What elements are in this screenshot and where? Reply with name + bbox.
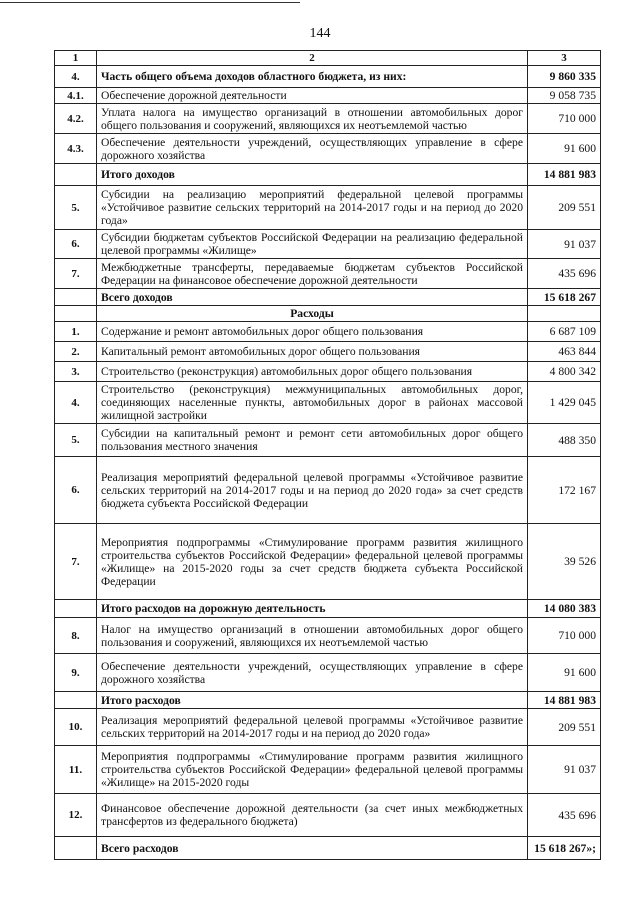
row-amount: 435 696: [528, 259, 601, 289]
table-row: [55, 746, 601, 794]
row-description: Обеспечение деятельности учреждений, осуществляющих управление в сфере дорожного хозяйства: [97, 134, 528, 164]
row-description: Субсидии бюджетам субъектов Российской Федерации на реализацию федеральной целевой программы «Жилище»: [97, 230, 528, 259]
table-row: [55, 186, 601, 230]
row-number: 3.: [55, 362, 97, 382]
row-description: Финансовое обеспечение дорожной деятельности (за счет иных межбюджетных трансфертов из федерального бюджета): [97, 794, 528, 837]
row-amount: 1 429 045: [528, 382, 601, 424]
row-number: 4.: [55, 382, 97, 424]
row-number: 4.2.: [55, 104, 97, 134]
row-description: Строительство (реконструкция) межмуниципальных автомобильных дорог, соединяющих населенные пункты, автомобильных дорог в районах массовой жилищной застройки: [97, 382, 528, 424]
row-description: Обеспечение дорожной деятельности: [97, 88, 528, 104]
row-description: Субсидии на реализацию мероприятий федеральной целевой программы «Устойчивое развитие сельских территорий на 2014-2017 годы и на период до 2020 года»: [97, 186, 528, 230]
row-amount: 14 881 983: [528, 164, 601, 186]
row-amount: 6 687 109: [528, 322, 601, 342]
row-number: [55, 600, 97, 618]
row-description: Межбюджетные трансферты, передаваемые бюджетам субъектов Российской Федерации на финансовое обеспечение дорожной деятельности: [97, 259, 528, 289]
row-amount: 4 800 342: [528, 362, 601, 382]
table-row: [55, 134, 601, 164]
row-description: Итого расходов на дорожную деятельность: [97, 600, 528, 618]
table-row: [55, 382, 601, 424]
table-row: [55, 322, 601, 342]
row-number: [55, 164, 97, 186]
table-row: [55, 794, 601, 837]
row-description: Реализация мероприятий федеральной целевой программы «Устойчивое развитие сельских территорий на 2014-2017 годы и на период до 2020 года»: [97, 709, 528, 746]
row-amount: 435 696: [528, 794, 601, 837]
table-row: [55, 230, 601, 259]
row-description: Часть общего объема доходов областного бюджета, из них:: [97, 66, 528, 88]
table-row: [55, 457, 601, 524]
total-row: [55, 692, 601, 709]
table-row: [55, 104, 601, 134]
row-amount: 172 167: [528, 457, 601, 524]
section-header-row: [55, 306, 601, 322]
row-number: 10.: [55, 709, 97, 746]
total-row: [55, 289, 601, 306]
column-header: 1: [55, 51, 97, 66]
row-description: Обеспечение деятельности учреждений, осуществляющих управление в сфере дорожного хозяйства: [97, 654, 528, 692]
row-amount: 15 618 267»;: [528, 837, 601, 860]
row-number: 2.: [55, 342, 97, 362]
row-number: 5.: [55, 424, 97, 457]
row-number: 6.: [55, 230, 97, 259]
row-amount: [528, 306, 601, 322]
table-row: [55, 424, 601, 457]
table-row: [55, 362, 601, 382]
row-amount: 91 037: [528, 746, 601, 794]
row-amount: 91 600: [528, 654, 601, 692]
row-description: Всего расходов: [97, 837, 528, 860]
row-number: 5.: [55, 186, 97, 230]
row-description: Капитальный ремонт автомобильных дорог общего пользования: [97, 342, 528, 362]
row-amount: 14 080 383: [528, 600, 601, 618]
row-description: Мероприятия подпрограммы «Стимулирование программ развития жилищного строительства субъектов Российской Федерации» федеральной целевой программы «Жилище» на 2015-2020 годы: [97, 746, 528, 794]
table-row: [55, 618, 601, 654]
total-row: [55, 164, 601, 186]
row-number: 6.: [55, 457, 97, 524]
row-number: 9.: [55, 654, 97, 692]
column-header: 2: [97, 51, 528, 66]
row-description: Реализация мероприятий федеральной целевой программы «Устойчивое развитие сельских территорий на 2014-2017 годы и на период до 2020 года» за счет средств бюджета субъекта Российской Федерации: [97, 457, 528, 524]
row-amount: 209 551: [528, 709, 601, 746]
row-description: Уплата налога на имущество организаций в отношении автомобильных дорог общего пользования и сооружений, являющихся их неотъемлемой частью: [97, 104, 528, 134]
row-amount: 710 000: [528, 618, 601, 654]
row-number: 7.: [55, 259, 97, 289]
table-row: [55, 709, 601, 746]
row-description: Итого доходов: [97, 164, 528, 186]
table-header-row: [55, 51, 601, 66]
row-number: 12.: [55, 794, 97, 837]
row-description: Налог на имущество организаций в отношении автомобильных дорог общего пользования и сооружений, являющихся их неотъемлемой частью: [97, 618, 528, 654]
row-number: [55, 306, 97, 322]
row-amount: 463 844: [528, 342, 601, 362]
row-amount: 39 526: [528, 524, 601, 600]
row-number: 4.1.: [55, 88, 97, 104]
table-row: [55, 88, 601, 104]
row-amount: 15 618 267: [528, 289, 601, 306]
row-amount: 91 600: [528, 134, 601, 164]
row-description: Строительство (реконструкция) автомобильных дорог общего пользования: [97, 362, 528, 382]
row-amount: 9 860 335: [528, 66, 601, 88]
total-row: [55, 837, 601, 860]
row-number: [55, 692, 97, 709]
row-description: Расходы: [97, 306, 528, 322]
top-rule: [0, 2, 300, 3]
page-number: 144: [309, 26, 331, 41]
row-amount: 9 058 735: [528, 88, 601, 104]
row-description: Мероприятия подпрограммы «Стимулирование программ развития жилищного строительства субъектов Российской Федерации» федеральной целевой программы «Жилище» на 2015-2020 годы за счет средств бюджета субъекта Российской Федерации: [97, 524, 528, 600]
row-amount: 488 350: [528, 424, 601, 457]
row-number: [55, 837, 97, 860]
row-amount: 14 881 983: [528, 692, 601, 709]
row-description: Содержание и ремонт автомобильных дорог общего пользования: [97, 322, 528, 342]
total-row: [55, 600, 601, 618]
row-amount: 710 000: [528, 104, 601, 134]
budget-table: [54, 50, 601, 860]
table-row: [55, 342, 601, 362]
row-number: [55, 289, 97, 306]
table-row: [55, 654, 601, 692]
column-header: 3: [528, 51, 601, 66]
row-number: 4.3.: [55, 134, 97, 164]
row-amount: 209 551: [528, 186, 601, 230]
total-row: [55, 66, 601, 88]
row-number: 11.: [55, 746, 97, 794]
row-description: Всего доходов: [97, 289, 528, 306]
row-number: 7.: [55, 524, 97, 600]
row-number: 8.: [55, 618, 97, 654]
row-number: 1.: [55, 322, 97, 342]
table-row: [55, 524, 601, 600]
row-number: 4.: [55, 66, 97, 88]
row-description: Субсидии на капитальный ремонт и ремонт сети автомобильных дорог общего пользования местного значения: [97, 424, 528, 457]
table-row: [55, 259, 601, 289]
row-amount: 91 037: [528, 230, 601, 259]
row-description: Итого расходов: [97, 692, 528, 709]
